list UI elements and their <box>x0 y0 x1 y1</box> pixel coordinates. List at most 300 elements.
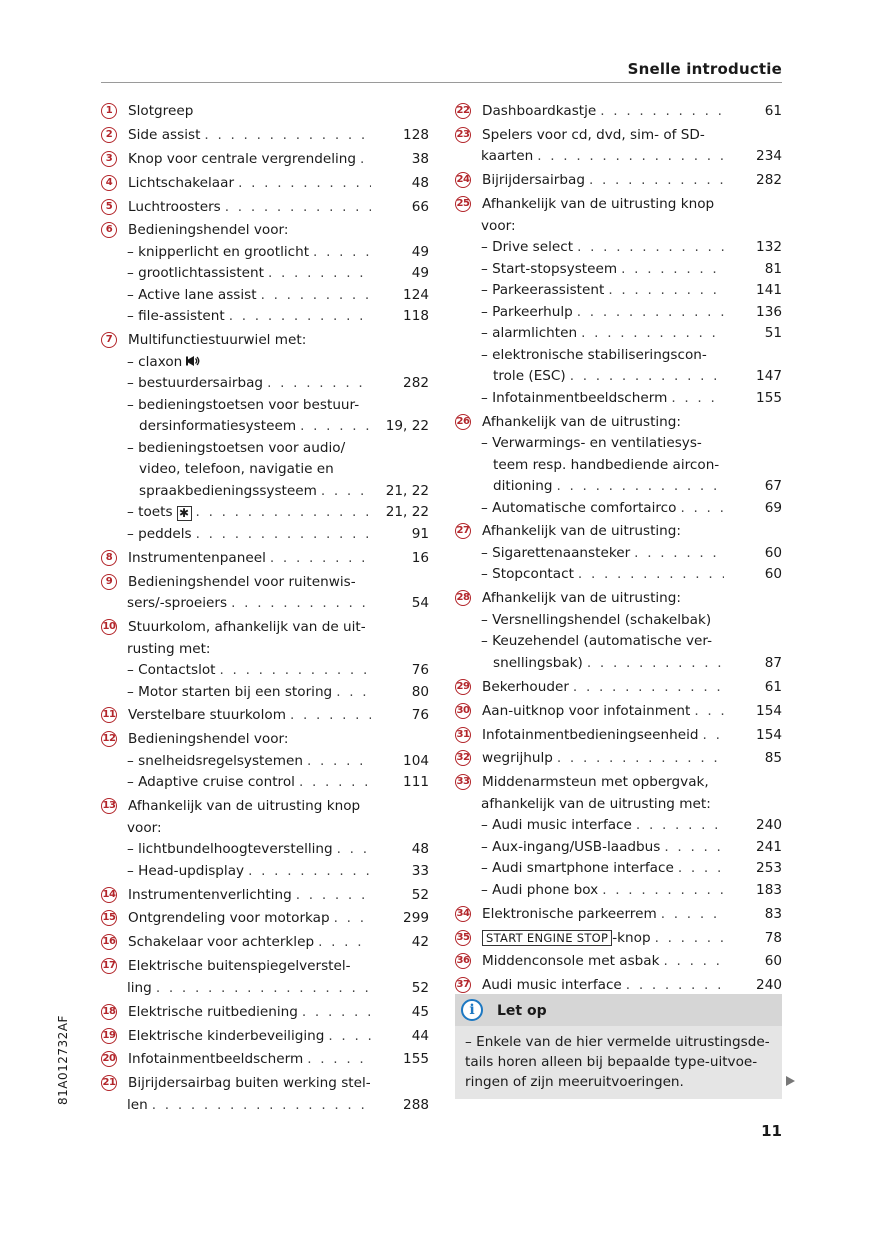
legend-subitem <box>101 978 429 1000</box>
dot-leader <box>229 306 371 328</box>
page-reference[interactable]: 78 <box>764 929 782 946</box>
legend-text <box>139 416 296 438</box>
page-reference[interactable]: 83 <box>764 905 782 922</box>
page-reference[interactable]: 60 <box>764 544 782 561</box>
legend-text <box>128 908 330 930</box>
page-reference[interactable]: 21, 22 <box>385 482 429 499</box>
callout-number-37: 37 <box>455 977 471 993</box>
page-reference[interactable]: 49 <box>411 265 429 282</box>
page-reference[interactable]: 154 <box>756 726 782 743</box>
legend-text-content: Afhankelijk van de uitrusting: <box>482 523 682 540</box>
legend-text-content: ling <box>127 979 152 996</box>
legend-text <box>481 610 711 632</box>
legend-column-right <box>455 101 782 997</box>
legend-subitem <box>455 498 782 520</box>
legend-text <box>482 772 709 794</box>
legend-text <box>481 259 617 281</box>
legend-text <box>481 858 674 880</box>
horn-icon <box>185 355 200 367</box>
dot-leader <box>238 173 371 195</box>
legend-subitem <box>455 794 782 816</box>
page-reference[interactable]: 136 <box>756 303 782 320</box>
legend-text-content: Afhankelijk van de uitrusting knop <box>128 798 361 815</box>
legend-subitem <box>455 837 782 859</box>
dot-leader <box>152 1095 371 1117</box>
legend-text <box>128 956 351 978</box>
legend-text <box>493 476 552 498</box>
dot-leader <box>621 259 724 281</box>
page-reference[interactable]: 183 <box>756 881 782 898</box>
legend-text-content: Bedieningshendel voor ruitenwis- <box>128 573 356 590</box>
dot-leader <box>589 170 724 192</box>
callout-number-4: 4 <box>101 175 117 191</box>
legend-item-24 <box>455 170 782 192</box>
legend-text <box>481 794 711 816</box>
legend-item-27 <box>455 521 782 543</box>
legend-item-23 <box>455 125 782 147</box>
legend-text <box>482 928 651 950</box>
page-reference[interactable]: 67 <box>764 478 782 495</box>
page-reference[interactable]: 91 <box>411 525 429 542</box>
legend-subitem <box>455 610 782 632</box>
legend-text-content: sers/-sproeiers <box>127 595 228 612</box>
dot-leader <box>600 101 724 123</box>
legend-text <box>127 285 257 307</box>
legend-subitem <box>101 861 429 883</box>
legend-item-30 <box>455 701 782 723</box>
page-reference[interactable]: 19, 22 <box>385 418 429 435</box>
legend-text-content: – Stopcontact <box>481 566 574 583</box>
legend-text <box>481 880 598 902</box>
legend-item-17 <box>101 956 429 978</box>
legend-text-content: – Drive select <box>481 239 574 256</box>
legend-text <box>128 220 288 242</box>
page-reference[interactable]: 61 <box>764 678 782 695</box>
legend-text-content: – Parkeerassistent <box>481 282 605 299</box>
page-reference[interactable]: 54 <box>411 595 429 612</box>
page-reference[interactable]: 132 <box>756 239 782 256</box>
info-icon: i <box>461 999 483 1021</box>
callout-number-25: 25 <box>455 196 471 212</box>
callout-number-33: 33 <box>455 774 471 790</box>
legend-text-content: – Audi phone box <box>481 881 599 898</box>
callout-number-32: 32 <box>455 750 471 766</box>
dot-leader <box>360 149 371 171</box>
legend-text-content: teem resp. handbediende aircon- <box>493 456 720 473</box>
dot-leader <box>664 837 724 859</box>
legend-text <box>493 455 719 477</box>
legend-text-content: – grootlichtassistent <box>127 265 264 282</box>
legend-text-content: voor: <box>481 217 516 234</box>
legend-text-content: Slotgreep <box>128 103 194 119</box>
callout-number-3: 3 <box>101 151 117 167</box>
legend-text <box>482 725 699 747</box>
legend-text <box>127 660 216 682</box>
page-reference[interactable]: 61 <box>764 103 782 119</box>
legend-text-content: Knop voor centrale vergrendeling <box>128 150 356 167</box>
legend-subitem <box>101 242 429 264</box>
dot-leader <box>231 593 371 615</box>
legend-item-31 <box>455 725 782 747</box>
legend-text <box>481 323 577 345</box>
page-reference[interactable]: 80 <box>411 683 429 700</box>
legend-subitem <box>101 751 429 773</box>
legend-text-content: – toets <box>127 504 173 521</box>
legend-text-content: rusting met: <box>127 640 211 657</box>
page-reference[interactable]: 49 <box>411 243 429 260</box>
legend-subitem <box>455 455 782 477</box>
legend-subitem <box>455 237 782 259</box>
page-reference[interactable]: 60 <box>764 566 782 583</box>
callout-number-5: 5 <box>101 199 117 215</box>
legend-item-33 <box>455 772 782 794</box>
legend-text <box>128 705 286 727</box>
legend-text-content: – bestuurdersairbag <box>127 375 264 392</box>
legend-text <box>127 438 345 460</box>
legend-text <box>481 237 573 259</box>
dot-leader <box>655 928 724 950</box>
callout-number-1: 1 <box>101 103 117 119</box>
legend-text <box>128 197 221 219</box>
callout-number-13: 13 <box>101 798 117 814</box>
dot-leader <box>267 373 371 395</box>
callout-number-26: 26 <box>455 414 471 430</box>
page-reference[interactable]: 44 <box>411 1027 429 1044</box>
legend-text <box>482 412 681 434</box>
legend-text <box>481 216 516 238</box>
legend-text-content: Ontgrendeling voor motorkap <box>128 910 330 927</box>
callout-number-28: 28 <box>455 590 471 606</box>
legend-text-content: – Infotainmentbeeldscherm <box>481 389 668 406</box>
callout-number-15: 15 <box>101 910 117 926</box>
legend-subitem <box>101 352 429 374</box>
legend-text <box>127 818 162 840</box>
legend-text-content: – Head-updisplay <box>127 862 245 879</box>
legend-subitem <box>101 682 429 704</box>
dot-leader <box>573 677 724 699</box>
legend-text-content: Middenarmsteun met opbergvak, <box>482 774 709 791</box>
legend-subitem <box>101 772 429 794</box>
legend-text-suffix: -knop <box>612 929 651 946</box>
page-reference[interactable]: 52 <box>411 886 429 903</box>
legend-text-content: Afhankelijk van de uitrusting: <box>482 413 682 430</box>
legend-text-content: Elektrische ruitbediening <box>128 1003 298 1020</box>
legend-text <box>127 751 303 773</box>
start-engine-stop-key: START ENGINE STOP <box>482 930 612 946</box>
legend-item-28 <box>455 588 782 610</box>
legend-subitem <box>101 373 429 395</box>
note-header <box>455 994 782 1026</box>
callout-number-9: 9 <box>101 574 117 590</box>
page-reference[interactable]: 282 <box>403 375 429 392</box>
dot-leader <box>196 502 371 524</box>
page-reference[interactable]: 240 <box>756 977 782 994</box>
page-reference[interactable]: 21, 22 <box>385 504 429 521</box>
legend-item-19 <box>101 1026 429 1048</box>
legend-text-content: Bekerhouder <box>482 678 569 695</box>
legend-text <box>481 543 630 565</box>
legend-text-content: Verstelbare stuurkolom <box>128 707 286 724</box>
page-reference[interactable]: 48 <box>411 841 429 858</box>
legend-subitem <box>455 543 782 565</box>
dot-leader <box>671 388 724 410</box>
page-reference[interactable]: 124 <box>403 286 429 303</box>
page-reference[interactable]: 69 <box>764 499 782 516</box>
legend-text <box>128 617 366 639</box>
page-reference[interactable]: 155 <box>403 1051 429 1068</box>
dot-leader <box>268 263 371 285</box>
legend-text <box>128 885 292 907</box>
page-reference[interactable]: 104 <box>403 752 429 769</box>
page-reference[interactable]: 253 <box>756 860 782 877</box>
page-reference[interactable]: 128 <box>403 126 429 143</box>
page-reference[interactable]: 48 <box>411 174 429 191</box>
legend-text <box>482 677 569 699</box>
legend-subitem <box>455 345 782 367</box>
page-reference[interactable]: 52 <box>411 979 429 996</box>
note-box <box>455 994 782 1099</box>
legend-text-content: – Start-stopsysteem <box>481 260 618 277</box>
dot-leader <box>661 904 724 926</box>
dot-leader <box>196 524 371 546</box>
callout-number-18: 18 <box>101 1004 117 1020</box>
dot-leader <box>556 476 724 498</box>
page-reference[interactable]: 299 <box>403 910 429 927</box>
legend-subitem <box>101 459 429 481</box>
legend-text <box>127 639 210 661</box>
legend-text-content: kaarten <box>481 148 534 165</box>
legend-item-8 <box>101 548 429 570</box>
legend-item-7 <box>101 330 429 352</box>
callout-number-27: 27 <box>455 523 471 539</box>
legend-text <box>481 302 573 324</box>
legend-text-content: – alarmlichten <box>481 325 578 342</box>
callout-number-14: 14 <box>101 887 117 903</box>
page-reference[interactable]: 76 <box>411 662 429 679</box>
dot-leader <box>577 302 724 324</box>
legend-text <box>482 170 585 192</box>
page-reference[interactable]: 66 <box>411 198 429 215</box>
legend-text <box>128 330 306 352</box>
legend-text-content: Audi music interface <box>482 977 622 994</box>
dot-leader <box>156 978 371 1000</box>
dot-leader <box>204 125 371 147</box>
callout-number-17: 17 <box>101 958 117 974</box>
legend-item-3 <box>101 149 429 171</box>
callout-number-34: 34 <box>455 906 471 922</box>
dot-leader <box>537 146 724 168</box>
page-reference[interactable]: 85 <box>764 750 782 767</box>
dot-leader <box>557 748 724 770</box>
page-reference[interactable]: 76 <box>411 707 429 724</box>
dot-leader <box>587 653 724 675</box>
asterisk-key-icon: ✱ <box>177 506 192 521</box>
legend-subitem <box>455 323 782 345</box>
page-reference[interactable]: 111 <box>403 774 429 791</box>
legend-item-10 <box>101 617 429 639</box>
legend-text <box>128 729 288 751</box>
page-reference[interactable]: 241 <box>756 838 782 855</box>
legend-text <box>128 1026 324 1048</box>
legend-item-20 <box>101 1049 429 1071</box>
legend-item-1 <box>101 101 429 123</box>
legend-subitem <box>101 306 429 328</box>
dot-leader <box>578 564 724 586</box>
legend-text <box>128 101 193 123</box>
legend-text-content: voor: <box>127 819 162 836</box>
legend-text <box>128 173 234 195</box>
legend-text <box>127 839 333 861</box>
page-reference[interactable]: 154 <box>756 702 782 719</box>
page-reference[interactable]: 16 <box>411 549 429 566</box>
callout-number-11: 11 <box>101 707 117 723</box>
dot-leader <box>225 197 371 219</box>
legend-text-content: – Motor starten bij een storing <box>127 683 333 700</box>
page-reference[interactable]: 155 <box>756 389 782 406</box>
legend-text <box>493 653 583 675</box>
legend-text-content: Elektrische buitenspiegelverstel- <box>128 958 351 975</box>
legend-text-content: Side assist <box>128 126 201 143</box>
legend-subitem <box>455 880 782 902</box>
callout-number-30: 30 <box>455 703 471 719</box>
callout-number-6: 6 <box>101 222 117 238</box>
legend-item-16 <box>101 932 429 954</box>
dot-leader <box>328 1026 371 1048</box>
legend-text-content: – Versnellingshendel (schakelbak) <box>481 611 712 628</box>
legend-text <box>482 194 714 216</box>
legend-item-14 <box>101 885 429 907</box>
note-body: – Enkele van de hier vermelde uitrustingsde- tails horen alleen bij bepaalde type-uitvoe- ringen of zijn meeruitvoeringen. <box>465 1034 770 1090</box>
legend-item-36 <box>455 951 782 973</box>
legend-text-content: spraakbedieningssysteem <box>139 482 317 499</box>
legend-text-content: – knipperlicht en grootlicht <box>127 243 310 260</box>
callout-number-24: 24 <box>455 172 471 188</box>
legend-text <box>128 125 200 147</box>
page-header-title: Snelle introductie <box>627 60 782 78</box>
page-reference[interactable]: 81 <box>764 260 782 277</box>
legend-subitem <box>455 433 782 455</box>
callout-number-20: 20 <box>101 1051 117 1067</box>
dot-leader <box>307 751 371 773</box>
legend-text <box>127 772 295 794</box>
page-reference[interactable]: 51 <box>764 325 782 342</box>
legend-text <box>482 125 705 147</box>
legend-text-content: Luchtroosters <box>128 198 221 215</box>
legend-text-content: – Audi smartphone interface <box>481 860 674 877</box>
legend-text <box>481 433 702 455</box>
page-reference[interactable]: 87 <box>764 654 782 671</box>
continue-arrow-icon[interactable] <box>786 1076 795 1086</box>
legend-text-content: Stuurkolom, afhankelijk van de uit- <box>128 619 366 636</box>
legend-text-content: Schakelaar voor achterklep <box>128 934 315 951</box>
dot-leader <box>296 885 371 907</box>
legend-item-34 <box>455 904 782 926</box>
callout-number-23: 23 <box>455 127 471 143</box>
dot-leader <box>636 815 724 837</box>
callout-number-7: 7 <box>101 332 117 348</box>
legend-text-content: Spelers voor cd, dvd, sim- of SD- <box>482 126 705 143</box>
page-reference[interactable]: 60 <box>764 953 782 970</box>
legend-subitem <box>101 395 429 417</box>
dot-leader <box>602 880 724 902</box>
legend-text <box>128 796 360 818</box>
legend-text <box>128 932 314 954</box>
legend-text-content: Afhankelijk van de uitrusting knop <box>482 196 715 213</box>
legend-subitem <box>455 653 782 675</box>
legend-text <box>139 459 334 481</box>
legend-subitem <box>101 660 429 682</box>
page-reference[interactable]: 141 <box>756 282 782 299</box>
legend-text <box>482 588 681 610</box>
page-reference[interactable]: 147 <box>756 368 782 385</box>
legend-text <box>127 242 309 264</box>
dot-leader <box>302 1002 371 1024</box>
dot-leader <box>270 548 371 570</box>
legend-item-35 <box>455 928 782 950</box>
dot-leader <box>694 701 724 723</box>
page-reference[interactable]: 45 <box>411 1003 429 1020</box>
legend-subitem <box>101 416 429 438</box>
legend-item-6 <box>101 220 429 242</box>
legend-text-content: Elektronische parkeerrem <box>482 905 657 922</box>
legend-text-content: Elektrische kinderbeveiliging <box>128 1027 325 1044</box>
page-reference[interactable]: 38 <box>411 150 429 167</box>
legend-text <box>482 904 657 926</box>
legend-text-content: snellingsbak) <box>493 654 583 671</box>
callout-number-12: 12 <box>101 731 117 747</box>
legend-subitem <box>101 438 429 460</box>
legend-subitem <box>455 302 782 324</box>
legend-text-content: video, telefoon, navigatie en <box>139 461 334 478</box>
dot-leader <box>634 543 724 565</box>
dot-leader <box>703 725 724 747</box>
legend-item-26 <box>455 412 782 434</box>
legend-text-content: Instrumentenpaneel <box>128 549 266 566</box>
dot-leader <box>307 1049 371 1071</box>
legend-text-content: len <box>127 1096 148 1113</box>
page-reference[interactable]: 240 <box>756 817 782 834</box>
legend-text <box>128 572 356 594</box>
callout-number-22: 22 <box>455 103 471 119</box>
page-reference[interactable]: 234 <box>756 148 782 165</box>
legend-text-content: – claxon <box>127 353 183 370</box>
legend-text <box>482 521 681 543</box>
legend-text-content: afhankelijk van de uitrusting met: <box>481 795 711 812</box>
page-reference[interactable]: 33 <box>411 862 429 879</box>
legend-text-content: – peddels <box>127 525 192 542</box>
legend-text <box>482 101 596 123</box>
legend-text-content: – Keuzehendel (automatische ver- <box>481 633 712 650</box>
legend-subitem <box>101 1095 429 1117</box>
page-reference[interactable]: 42 <box>411 934 429 951</box>
legend-text <box>128 548 266 570</box>
page-reference[interactable]: 288 <box>403 1096 429 1113</box>
legend-column-left <box>101 101 429 1116</box>
legend-text <box>481 146 533 168</box>
legend-text-content: – elektronische stabiliseringscon- <box>481 346 707 363</box>
legend-text <box>127 593 227 615</box>
legend-text-content: – bedieningstoetsen voor audio/ <box>127 439 346 456</box>
callout-number-29: 29 <box>455 679 471 695</box>
legend-text <box>481 280 604 302</box>
legend-item-11 <box>101 705 429 727</box>
legend-text <box>128 1002 298 1024</box>
page-reference[interactable]: 282 <box>756 172 782 189</box>
page-reference[interactable]: 118 <box>403 308 429 325</box>
legend-subitem <box>455 366 782 388</box>
legend-text-content: – snelheidsregelsystemen <box>127 752 303 769</box>
legend-text-content: Multifunctiestuurwiel met: <box>128 332 307 349</box>
